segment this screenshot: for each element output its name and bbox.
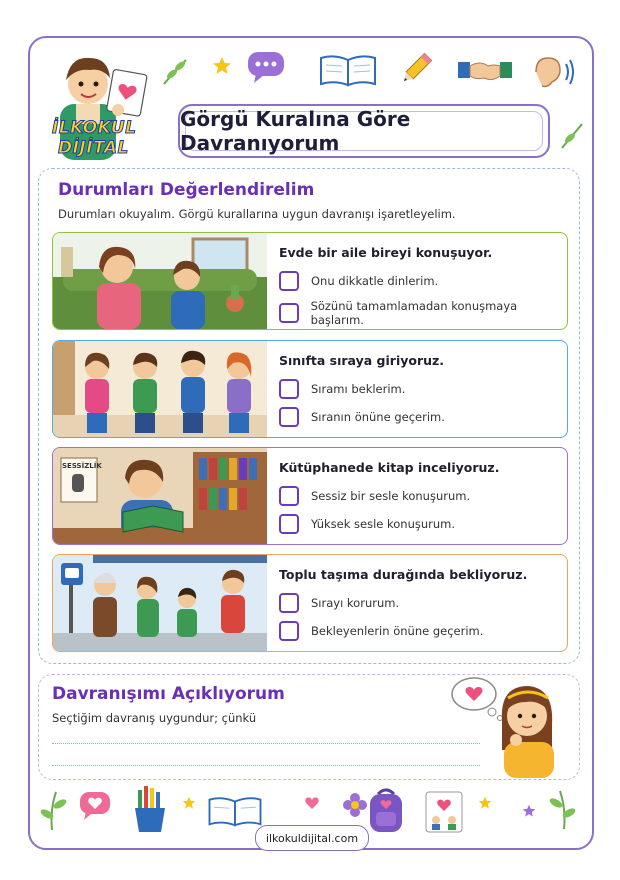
open-book-icon: [206, 794, 264, 828]
option-label: Yüksek sesle konuşurum.: [311, 517, 456, 531]
scenario-card-queue: [52, 340, 568, 438]
answer-checkbox[interactable]: [279, 379, 299, 399]
brand-line-2: DİJİTAL: [58, 138, 129, 158]
brand-logo: [52, 118, 168, 158]
scenario-card-family: [52, 232, 568, 330]
option-label: Onu dikkatle dinlerim.: [311, 274, 439, 288]
handshake-icon: [456, 56, 514, 86]
heart-bubble-icon: [78, 790, 112, 822]
option-label: Bekleyenlerin önüne geçerim.: [311, 624, 484, 638]
ear-icon: [530, 54, 576, 90]
answer-line[interactable]: [52, 765, 480, 766]
evaluate-instruction: Durumları okuyalım. Görgü kurallarına uygun davranışı işaretleyelim.: [58, 207, 456, 221]
footer-website-link[interactable]: [255, 825, 369, 851]
star-icon: [522, 804, 536, 818]
option-label: Sıramı beklerim.: [311, 382, 406, 396]
leaf-sprig-icon: [38, 790, 68, 832]
answer-checkbox[interactable]: [279, 271, 299, 291]
answer-checkbox[interactable]: [279, 621, 299, 641]
option-label: Sözünü tamamlamadan konuşmaya başlarım.: [310, 299, 518, 327]
child-figure: [85, 353, 109, 433]
family-conversation-illustration: [53, 233, 267, 329]
thinking-girl-illustration: [494, 680, 560, 778]
scenario-card-bus-stop: [52, 554, 568, 652]
footer-url-text: ilkokuldijital.com: [265, 831, 359, 845]
answer-checkbox[interactable]: [279, 486, 299, 506]
bus-stop-illustration: [53, 555, 267, 651]
scenario-question: Evde bir aile bireyi konuşuyor.: [279, 245, 493, 260]
heart-icon: [304, 796, 320, 810]
library-sign-text: SESSİZLİK: [62, 462, 102, 470]
speech-bubble-icon: [246, 50, 286, 84]
option-row[interactable]: [279, 514, 455, 534]
leaf-sprig-icon: [160, 56, 190, 86]
star-icon: [212, 56, 232, 76]
option-label: Sessiz bir sesle konuşurum.: [311, 489, 471, 503]
friendship-card-icon: [424, 790, 464, 834]
scenario-question: Toplu taşıma durağında bekliyoruz.: [279, 567, 528, 582]
scenario-question: Kütüphanede kitap inceliyoruz.: [279, 460, 500, 475]
pencil-cup-icon: [130, 784, 170, 834]
answer-checkbox[interactable]: [279, 303, 299, 323]
pencil-icon: [398, 50, 434, 88]
star-icon: [182, 796, 196, 810]
option-row[interactable]: [279, 621, 483, 641]
star-icon: [478, 796, 492, 810]
option-row[interactable]: [279, 486, 470, 506]
answer-checkbox[interactable]: [279, 514, 299, 534]
leaf-sprig-icon: [548, 788, 578, 832]
explain-section-title: Davranışımı Açıklıyorum: [52, 684, 285, 704]
leaf-sprig-icon: [558, 120, 586, 150]
option-label: Sıranın önüne geçerim.: [311, 410, 445, 424]
answer-line[interactable]: [52, 743, 480, 744]
option-row[interactable]: [279, 379, 405, 399]
open-book-icon: [318, 52, 378, 88]
option-row[interactable]: [279, 299, 567, 327]
option-row[interactable]: [279, 593, 399, 613]
answer-checkbox[interactable]: [279, 593, 299, 613]
option-row[interactable]: [279, 271, 438, 291]
evaluate-section-title: Durumları Değerlendirelim: [58, 180, 315, 200]
backpack-icon: [364, 786, 408, 834]
classroom-queue-illustration: [53, 341, 267, 437]
worksheet-title-box: [178, 104, 550, 158]
worksheet-title: Görgü Kuralına Göre Davranıyorum: [180, 107, 411, 155]
scenario-question: Sınıfta sıraya giriyoruz.: [279, 353, 445, 368]
explain-prompt: Seçtiğim davranış uygundur; çünkü: [52, 711, 257, 725]
option-label: Sırayı korurum.: [311, 596, 400, 610]
scenario-card-library: [52, 447, 568, 545]
answer-checkbox[interactable]: [279, 407, 299, 427]
brand-line-1: İLKOKUL: [52, 118, 137, 138]
option-row[interactable]: [279, 407, 445, 427]
